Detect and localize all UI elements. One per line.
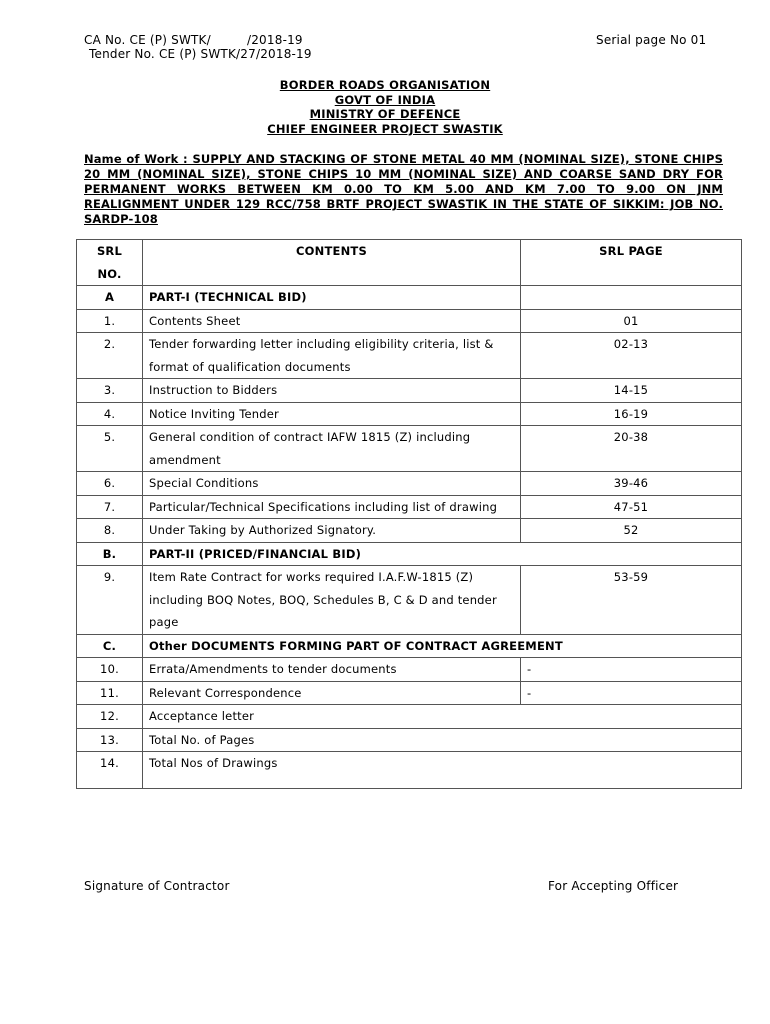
row-srl: 4.: [77, 402, 143, 426]
table-row: [77, 542, 742, 566]
row-srl: 9.: [77, 566, 143, 635]
contents-table: [76, 239, 742, 789]
row-content: Acceptance letter: [143, 705, 742, 729]
section-title: Other DOCUMENTS FORMING PART OF CONTRACT AGREEMENT: [143, 634, 742, 658]
table-row: [77, 566, 742, 635]
table-row: [77, 379, 742, 403]
row-srl: 7.: [77, 495, 143, 519]
row-page: [521, 286, 742, 310]
ca-number: CA No. CE (P) SWTK/ /2018-19: [84, 33, 303, 47]
table-row: [77, 426, 742, 472]
row-page: 53-59: [521, 566, 742, 635]
row-content: Item Rate Contract for works required I.A.F.W-1815 (Z) including BOQ Notes, BOQ, Schedules B, C & D and tender page: [143, 566, 521, 635]
section-title: PART-II (PRICED/FINANCIAL BID): [143, 542, 742, 566]
row-page: 01: [521, 309, 742, 333]
row-srl: 12.: [77, 705, 143, 729]
org-line-3: MINISTRY OF DEFENCE: [309, 107, 461, 121]
row-page: 16-19: [521, 402, 742, 426]
table-row: [77, 519, 742, 543]
row-page: 39-46: [521, 472, 742, 496]
serial-page-number: Serial page No 01: [596, 33, 707, 47]
table-row: [77, 495, 742, 519]
org-line-2: GOVT OF INDIA: [334, 92, 436, 107]
row-srl: A: [77, 286, 143, 310]
table-row: [77, 658, 742, 682]
row-page: 14-15: [521, 379, 742, 403]
row-page: -: [521, 658, 742, 682]
row-content: General condition of contract IAFW 1815 (Z) including amendment: [143, 426, 521, 472]
row-srl: 3.: [77, 379, 143, 403]
table-row: [77, 286, 742, 310]
row-content: Notice Inviting Tender: [143, 402, 521, 426]
row-srl: 10.: [77, 658, 143, 682]
org-line-1: BORDER ROADS ORGANISATION: [279, 78, 491, 92]
table-body: [77, 286, 742, 789]
row-content: Relevant Correspondence: [143, 681, 521, 705]
row-srl: 11.: [77, 681, 143, 705]
table-row: [77, 705, 742, 729]
row-page: 02-13: [521, 333, 742, 379]
header-page: SRL PAGE: [521, 240, 742, 286]
row-srl: B.: [77, 542, 143, 566]
org-line-4: CHIEF ENGINEER PROJECT SWASTIK: [267, 121, 503, 136]
table-header-row: [77, 240, 742, 286]
row-srl: C.: [77, 634, 143, 658]
table-row: [77, 752, 742, 789]
row-srl: 1.: [77, 309, 143, 333]
row-srl: 5.: [77, 426, 143, 472]
table-row: [77, 634, 742, 658]
row-srl: 8.: [77, 519, 143, 543]
row-srl: 2.: [77, 333, 143, 379]
header-srl: [77, 240, 143, 286]
row-content: Tender forwarding letter including eligibility criteria, list & format of qualification documents: [143, 333, 521, 379]
row-page: 20-38: [521, 426, 742, 472]
header-contents: CONTENTS: [143, 240, 521, 286]
row-srl: 13.: [77, 728, 143, 752]
row-content: Contents Sheet: [143, 309, 521, 333]
row-content: Total No. of Pages: [143, 728, 742, 752]
row-page: -: [521, 681, 742, 705]
row-content: Errata/Amendments to tender documents: [143, 658, 521, 682]
table-row: [77, 402, 742, 426]
row-content: Instruction to Bidders: [143, 379, 521, 403]
table-row: [77, 472, 742, 496]
name-of-work: Name of Work : SUPPLY AND STACKING OF STONE METAL 40 MM (NOMINAL SIZE), STONE CHIPS 20 MM (NOMINAL SIZE), STONE CHIPS 10 MM (NOMINAL SIZE) AND COARSE SAND DRY FOR PERMANENT WORKS BETWEEN KM 0.00 TO KM 5.00 AND KM 7.00 TO 9.00 ON JNM REALIGNMENT UNDER 129 RCC/758 BRTF PROJECT SWASTIK IN THE STATE OF SIKKIM: JOB NO. SARDP-108: [84, 152, 723, 226]
row-content: Special Conditions: [143, 472, 521, 496]
table-row: [77, 333, 742, 379]
for-accepting-officer: For Accepting Officer: [548, 879, 679, 893]
tender-number: Tender No. CE (P) SWTK/27/2018-19: [89, 47, 312, 61]
section-title: PART-I (TECHNICAL BID): [143, 286, 521, 310]
row-page: 47-51: [521, 495, 742, 519]
row-srl: 6.: [77, 472, 143, 496]
header-srl-label: SRL NO.: [96, 244, 123, 281]
organisation-header: [0, 78, 770, 136]
row-content: Particular/Technical Specifications including list of drawing: [143, 495, 521, 519]
table-row: [77, 309, 742, 333]
table-row: [77, 681, 742, 705]
table-row: [77, 728, 742, 752]
row-page: 52: [521, 519, 742, 543]
row-content: Total Nos of Drawings: [143, 752, 742, 789]
signature-of-contractor: Signature of Contractor: [84, 879, 230, 893]
row-content: Under Taking by Authorized Signatory.: [143, 519, 521, 543]
row-srl: 14.: [77, 752, 143, 789]
